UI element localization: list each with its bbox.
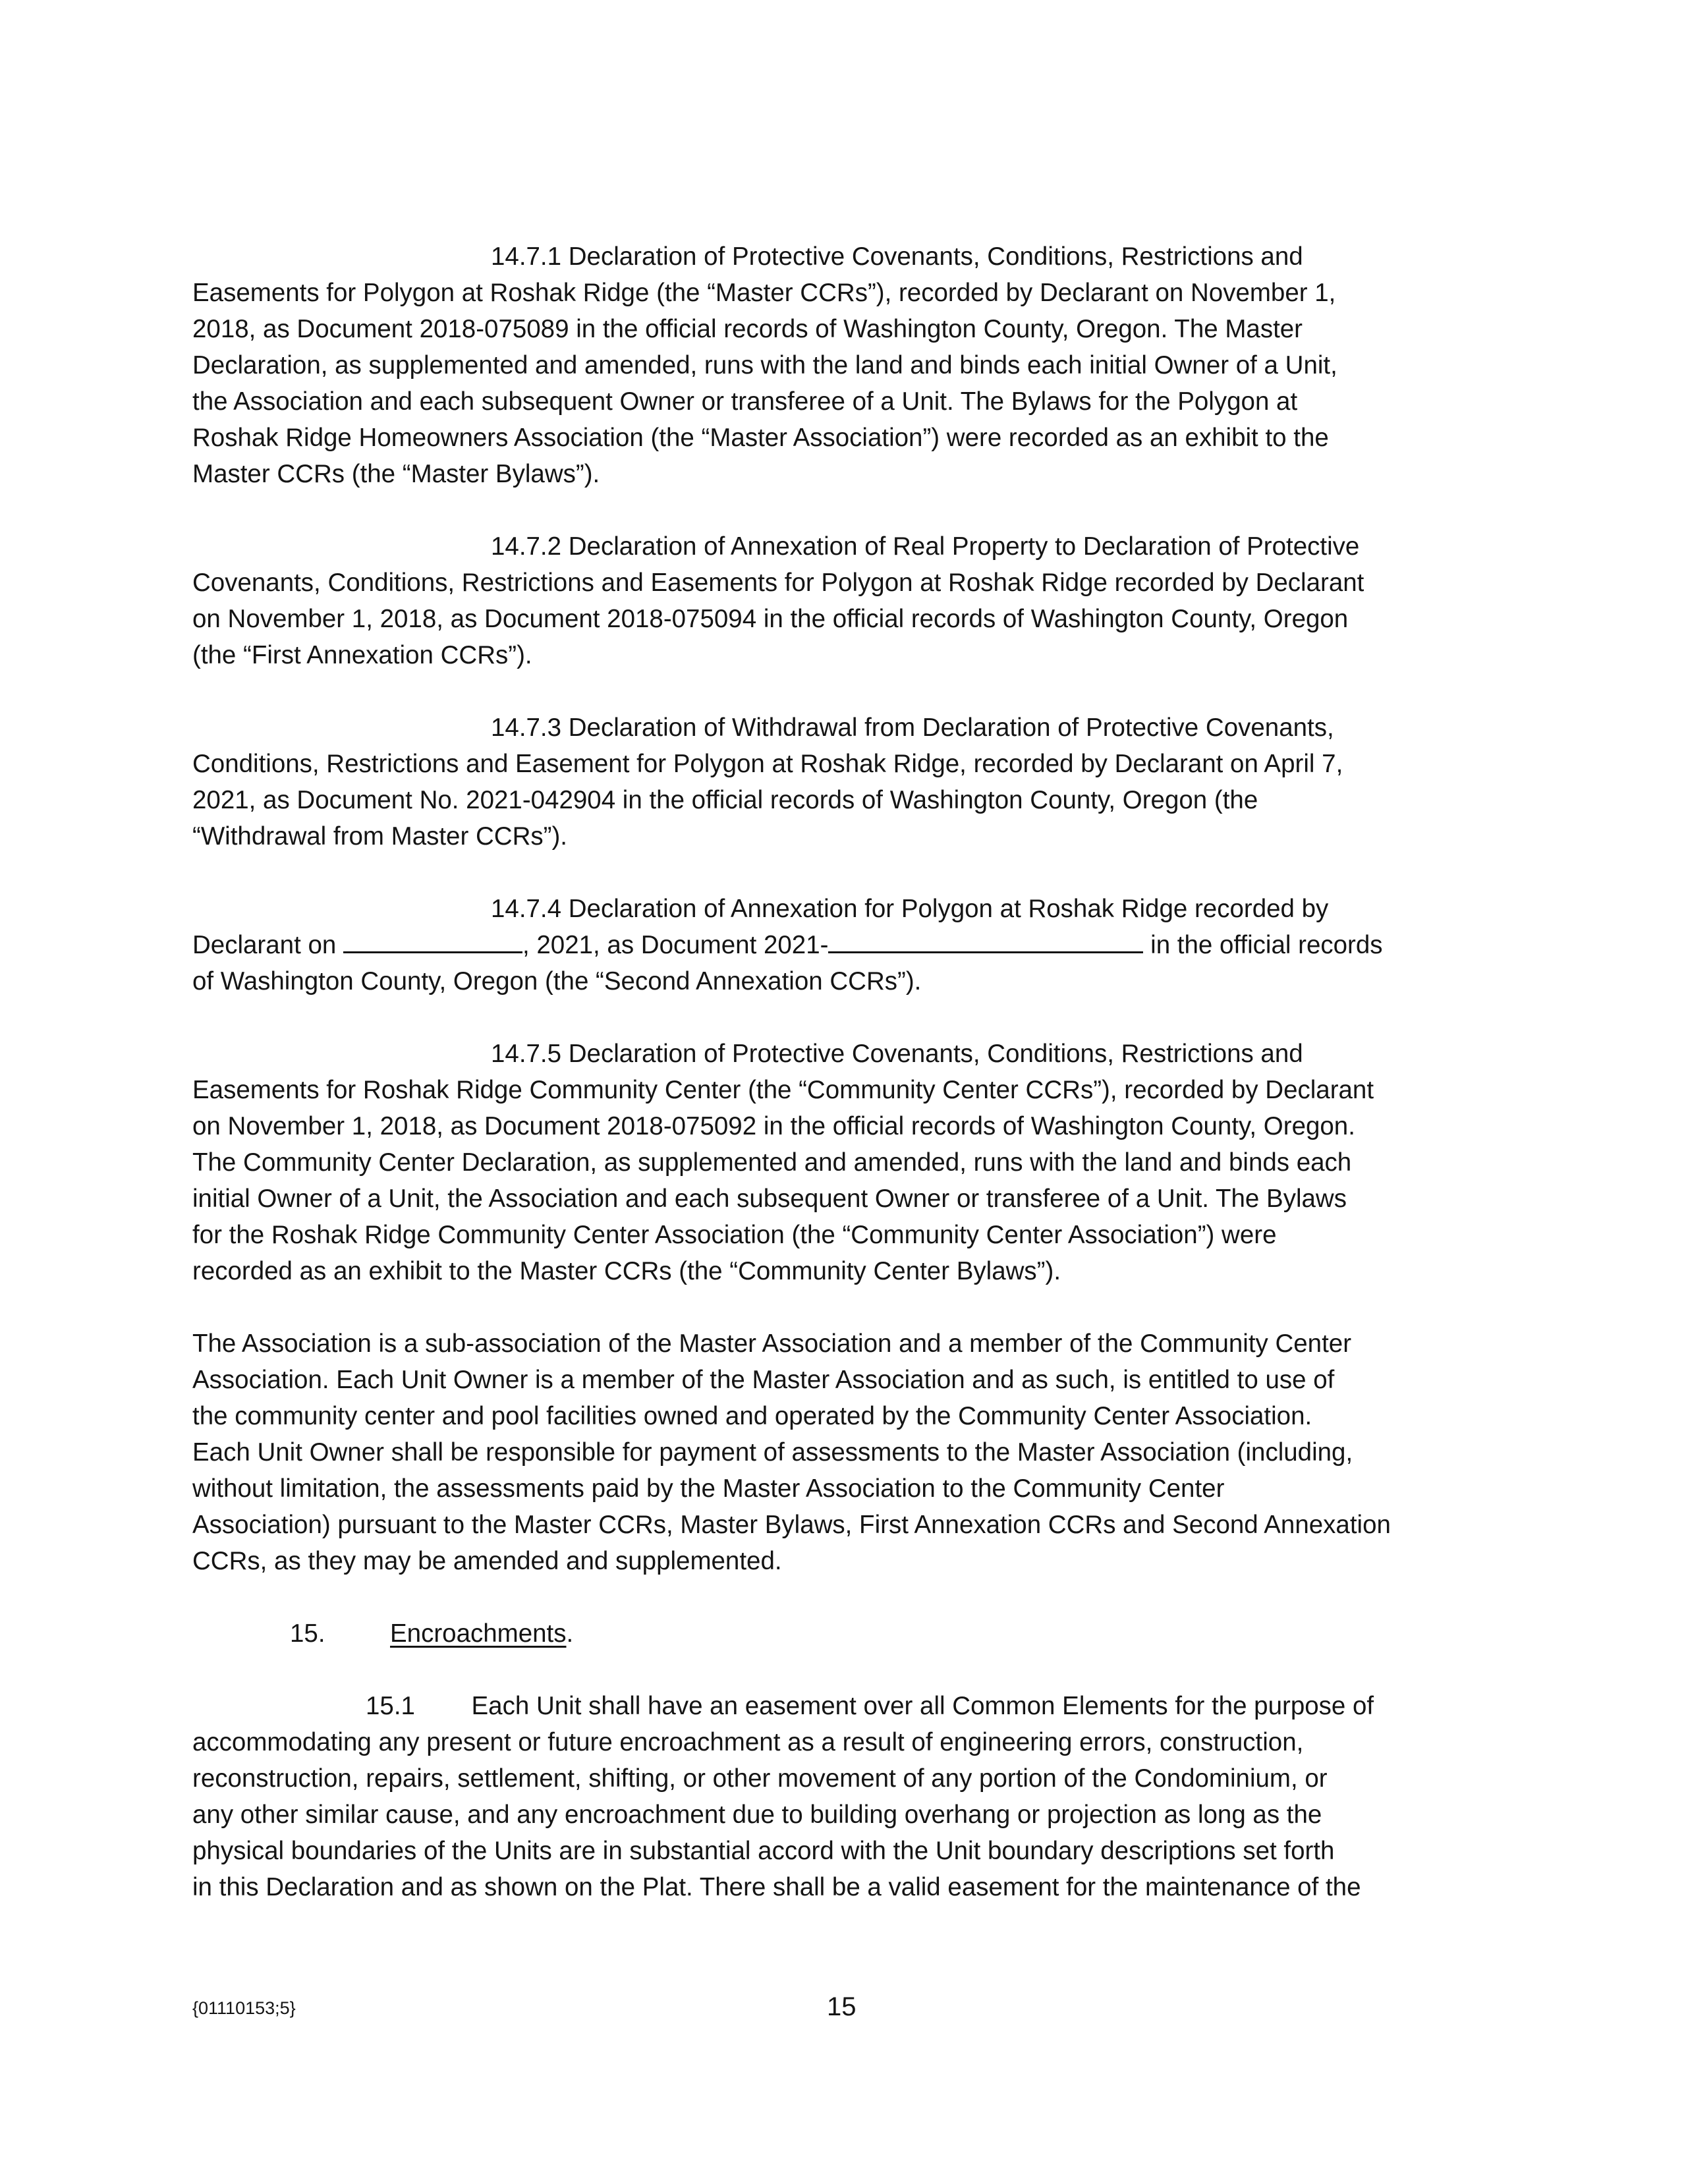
para-14-7-4-line bbox=[192, 928, 1383, 963]
para-14-7-2-line: on November 1, 2018, as Document 2018-075094 in the official records of Washington County, Oregon bbox=[192, 605, 1349, 633]
para-15-1-line: any other similar cause, and any encroachment due to building overhang or projection as long as the bbox=[192, 1801, 1322, 1829]
declarant-on-label: Declarant on bbox=[192, 931, 343, 959]
para-14-7-4-line: 14.7.4 Declaration of Annexation for Polygon at Roshak Ridge recorded by bbox=[491, 895, 1329, 923]
para-15-1-line: accommodating any present or future encroachment as a result of engineering errors, construction, bbox=[192, 1728, 1304, 1756]
section-15-title bbox=[390, 1616, 573, 1652]
para-14-7-5-line: Easements for Roshak Ridge Community Center (the “Community Center CCRs”), recorded by Declarant bbox=[192, 1076, 1374, 1104]
para-14-7-1-line: Master CCRs (the “Master Bylaws”). bbox=[192, 460, 600, 488]
para-14-7-5-line: The Community Center Declaration, as supplemented and amended, runs with the land and binds each bbox=[192, 1148, 1352, 1177]
para-14-7-1-line: the Association and each subsequent Owner or transferee of a Unit. The Bylaws for the Polygon at bbox=[192, 387, 1298, 416]
para-14-7-5-line: initial Owner of a Unit, the Association and each subsequent Owner or transferee of a Unit. The Bylaws bbox=[192, 1185, 1347, 1213]
document-number-blank-line bbox=[828, 932, 1143, 953]
para-14-7-1-line: 14.7.1 Declaration of Protective Covenants, Conditions, Restrictions and bbox=[491, 242, 1303, 271]
para-14-7-2-line: (the “First Annexation CCRs”). bbox=[192, 641, 532, 669]
para-14-7-1-line: Declaration, as supplemented and amended, runs with the land and binds each initial Owner of a Unit, bbox=[192, 351, 1337, 379]
para-14-7-5-line: on November 1, 2018, as Document 2018-075092 in the official records of Washington County, Oregon. bbox=[192, 1112, 1355, 1140]
document-number-label: , 2021, as Document 2021- bbox=[522, 931, 829, 959]
association-para-line: Association) pursuant to the Master CCRs, Master Bylaws, First Annexation CCRs and Second Annexation bbox=[192, 1511, 1391, 1539]
section-15-title-period: . bbox=[566, 1619, 574, 1648]
para-14-7-1-line: Easements for Polygon at Roshak Ridge (the “Master CCRs”), recorded by Declarant on November 1, bbox=[192, 279, 1336, 307]
association-para-line: the community center and pool facilities owned and operated by the Community Center Association. bbox=[192, 1402, 1312, 1430]
footer-page-number: 15 bbox=[827, 1992, 857, 2021]
para-14-7-3-line: “Withdrawal from Master CCRs”). bbox=[192, 822, 567, 851]
date-blank-line bbox=[343, 932, 522, 953]
para-14-7-3-line: 2021, as Document No. 2021-042904 in the official records of Washington County, Oregon (the bbox=[192, 786, 1258, 814]
official-records-label: in the official records bbox=[1143, 931, 1383, 959]
para-14-7-5-line: recorded as an exhibit to the Master CCRs (the “Community Center Bylaws”). bbox=[192, 1257, 1061, 1285]
para-14-7-5-line: for the Roshak Ridge Community Center Association (the “Community Center Association”) were bbox=[192, 1221, 1277, 1249]
association-para-line: without limitation, the assessments paid by the Master Association to the Community Center bbox=[192, 1474, 1225, 1503]
para-14-7-4-line: of Washington County, Oregon (the “Second Annexation CCRs”). bbox=[192, 967, 922, 995]
association-para-line: The Association is a sub-association of the Master Association and a member of the Community Center bbox=[192, 1330, 1352, 1358]
association-para-line: Association. Each Unit Owner is a member of the Master Association and as such, is entitled to use of bbox=[192, 1366, 1335, 1394]
para-14-7-3-line: Conditions, Restrictions and Easement for Polygon at Roshak Ridge, recorded by Declarant on April 7, bbox=[192, 750, 1343, 778]
section-15-number: 15. bbox=[290, 1619, 325, 1648]
para-14-7-3-line: 14.7.3 Declaration of Withdrawal from Declaration of Protective Covenants, bbox=[491, 714, 1334, 742]
para-15-1-line: physical boundaries of the Units are in substantial accord with the Unit boundary descriptions set forth bbox=[192, 1837, 1335, 1865]
para-14-7-5-line: 14.7.5 Declaration of Protective Covenants, Conditions, Restrictions and bbox=[491, 1040, 1303, 1068]
association-para-line: Each Unit Owner shall be responsible for payment of assessments to the Master Association (including, bbox=[192, 1438, 1353, 1467]
section-15-title-text: Encroachments bbox=[390, 1619, 567, 1648]
para-15-1-line: reconstruction, repairs, settlement, shifting, or other movement of any portion of the Condominium, or bbox=[192, 1764, 1328, 1793]
para-14-7-2-line: 14.7.2 Declaration of Annexation of Real Property to Declaration of Protective bbox=[491, 532, 1360, 561]
para-15-1-line: in this Declaration and as shown on the Plat. There shall be a valid easement for the maintenance of the bbox=[192, 1873, 1361, 1901]
para-14-7-1-line: Roshak Ridge Homeowners Association (the “Master Association”) were recorded as an exhibit to the bbox=[192, 424, 1329, 452]
association-para-line: CCRs, as they may be amended and supplemented. bbox=[192, 1547, 782, 1575]
footer-document-id: {01110153;5} bbox=[192, 1998, 296, 2018]
para-14-7-2-line: Covenants, Conditions, Restrictions and Easements for Polygon at Roshak Ridge recorded by Declarant bbox=[192, 569, 1364, 597]
para-14-7-1-line: 2018, as Document 2018-075089 in the official records of Washington County, Oregon. The Master bbox=[192, 315, 1303, 343]
para-15-1-line: 15.1 Each Unit shall have an easement over all Common Elements for the purpose of bbox=[366, 1692, 1374, 1720]
